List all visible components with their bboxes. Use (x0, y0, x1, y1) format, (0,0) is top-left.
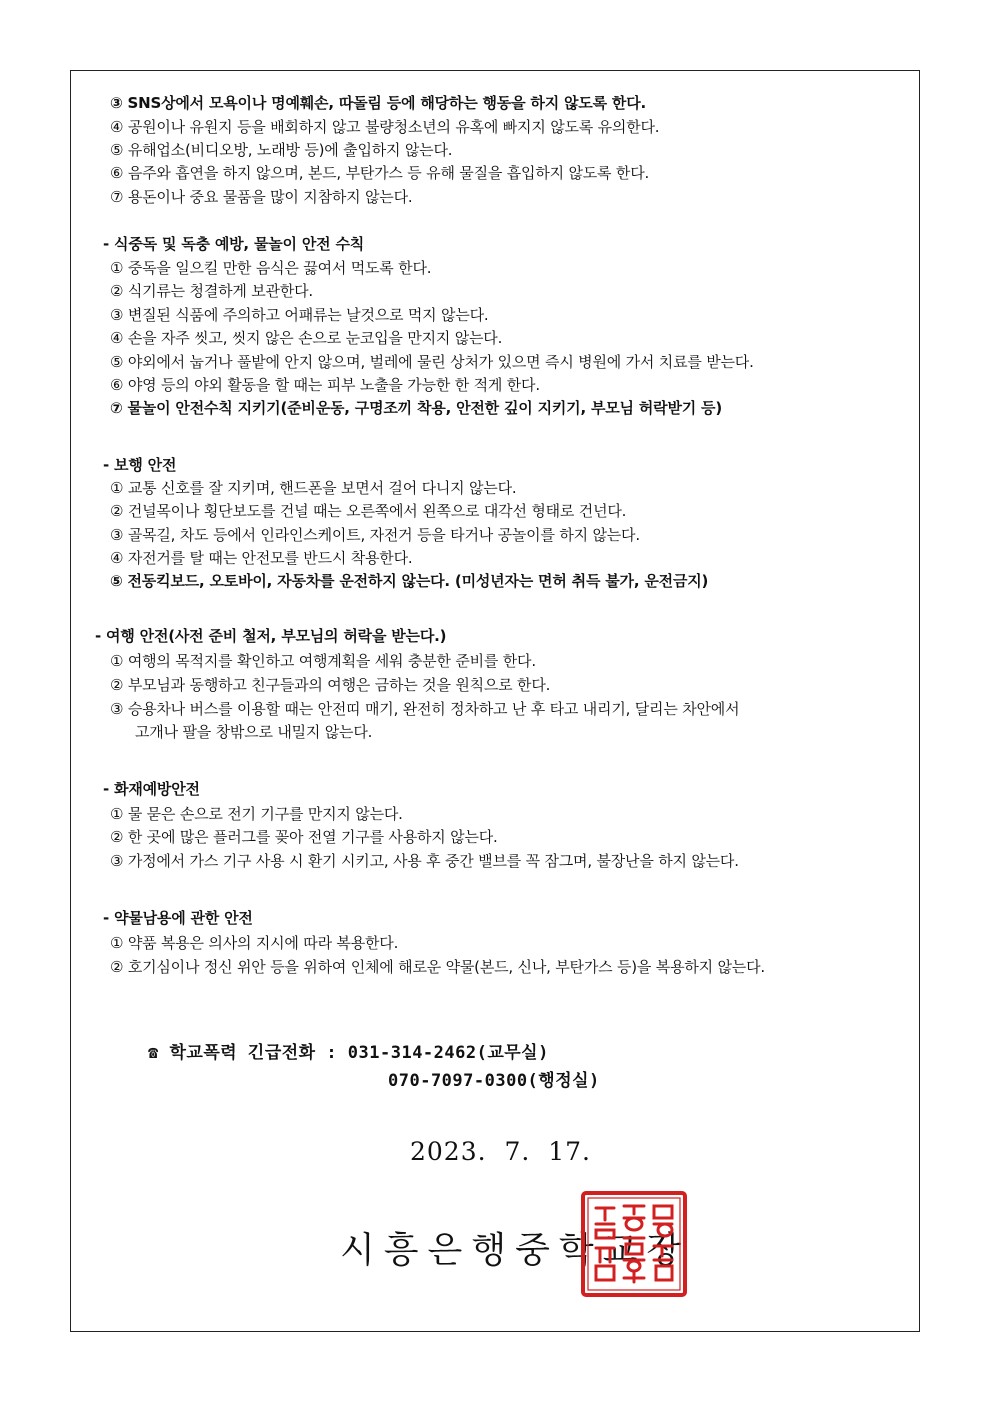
rule-item: ④ 손을 자주 씻고, 씻지 않은 손으로 눈코입을 만지지 않는다. (110, 329, 503, 347)
rule-item: ⑦ 물놀이 안전수칙 지키기(준비운동, 구명조끼 착용, 안전한 깊이 지키기, 부모님 허락받기 등) (110, 399, 722, 417)
emergency-contact-line2: 070-7097-0300(행정실) (388, 1071, 600, 1091)
rule-item: ⑤ 야외에서 눕거나 풀밭에 안지 않으며, 벌레에 물린 상처가 있으면 즉시 병원에 가서 치료를 받는다. (110, 353, 754, 371)
rule-item: ② 한 곳에 많은 플러그를 꽂아 전열 기구를 사용하지 않는다. (110, 828, 498, 846)
section-heading-walking-safety: - 보행 안전 (103, 456, 177, 474)
rule-item: ① 교통 신호를 잘 지키며, 핸드폰을 보면서 걸어 다니지 않는다. (110, 479, 517, 497)
emergency-contact-label: ☎ 학교폭력 긴급전화 : 031-314-2462(교무실) (148, 1043, 549, 1063)
section-heading-drug-safety: - 약물남용에 관한 안전 (103, 909, 253, 927)
rule-item: ④ 공원이나 유원지 등을 배회하지 않고 불량청소년의 유혹에 빠지지 않도록 유의한다. (110, 118, 660, 136)
rule-item: ② 부모님과 동행하고 친구들과의 여행은 금하는 것을 원칙으로 한다. (110, 676, 551, 694)
rule-item: ④ 자전거를 탈 때는 안전모를 반드시 착용한다. (110, 549, 413, 567)
rule-item: ③ 가정에서 가스 기구 사용 시 환기 시키고, 사용 후 중간 밸브를 꼭 잠그며, 불장난을 하지 않는다. (110, 852, 739, 870)
rule-item: ① 약품 복용은 의사의 지시에 따라 복용한다. (110, 934, 399, 952)
rule-item: ① 여행의 목적지를 확인하고 여행계획을 세워 충분한 준비를 한다. (110, 652, 536, 670)
rule-item: ③ 골목길, 차도 등에서 인라인스케이트, 자전거 등을 타거나 공놀이를 하지 않는다. (110, 526, 640, 544)
rule-item: ⑤ 유해업소(비디오방, 노래방 등)에 출입하지 않는다. (110, 141, 453, 159)
rule-item: ⑥ 야영 등의 야외 활동을 할 때는 피부 노출을 가능한 한 적게 한다. (110, 376, 540, 394)
document-date: 2023. 7. 17. (410, 1137, 591, 1166)
rule-item: ② 건널목이나 횡단보도를 건널 때는 오른쪽에서 왼쪽으로 대각선 형태로 건넌다. (110, 502, 627, 520)
rule-item: ⑥ 음주와 흡연을 하지 않으며, 본드, 부탄가스 등 유해 물질을 흡입하지 않도록 한다. (110, 164, 650, 182)
section-heading-food-safety: - 식중독 및 독충 예방, 물놀이 안전 수칙 (103, 235, 365, 253)
rule-item: ③ SNS상에서 모욕이나 명예훼손, 따돌림 등에 해당하는 행동을 하지 않도록 한다. (110, 94, 646, 112)
section-heading-travel-safety: - 여행 안전(사전 준비 철저, 부모님의 허락을 받는다.) (95, 627, 447, 645)
rule-item: ③ 변질된 식품에 주의하고 어패류는 날것으로 먹지 않는다. (110, 306, 489, 324)
rule-item: ① 물 묻은 손으로 전기 기구를 만지지 않는다. (110, 805, 403, 823)
rule-item: ① 중독을 일으킬 만한 음식은 끓여서 먹도록 한다. (110, 259, 432, 277)
rule-item: ⑤ 전동킥보드, 오토바이, 자동차를 운전하지 않는다. (미성년자는 면허 취득 불가, 운전금지) (110, 572, 709, 590)
principal-signature: 시흥은행중학교장 (340, 1230, 691, 1271)
rule-item: ⑦ 용돈이나 중요 물품을 많이 지참하지 않는다. (110, 188, 413, 206)
official-seal-icon (580, 1190, 688, 1298)
rule-item: ② 식기류는 청결하게 보관한다. (110, 282, 314, 300)
rule-item: ③ 승용차나 버스를 이용할 때는 안전띠 매기, 완전히 정차하고 난 후 타고 내리기, 달리는 차안에서 (110, 700, 740, 718)
rule-item-continuation: 고개나 팔을 창밖으로 내밀지 않는다. (135, 723, 373, 741)
rule-item: ② 호기심이나 정신 위안 등을 위하여 인체에 해로운 약물(본드, 신나, 부탄가스 등)을 복용하지 않는다. (110, 958, 765, 976)
section-heading-fire-safety: - 화재예방안전 (103, 780, 200, 798)
